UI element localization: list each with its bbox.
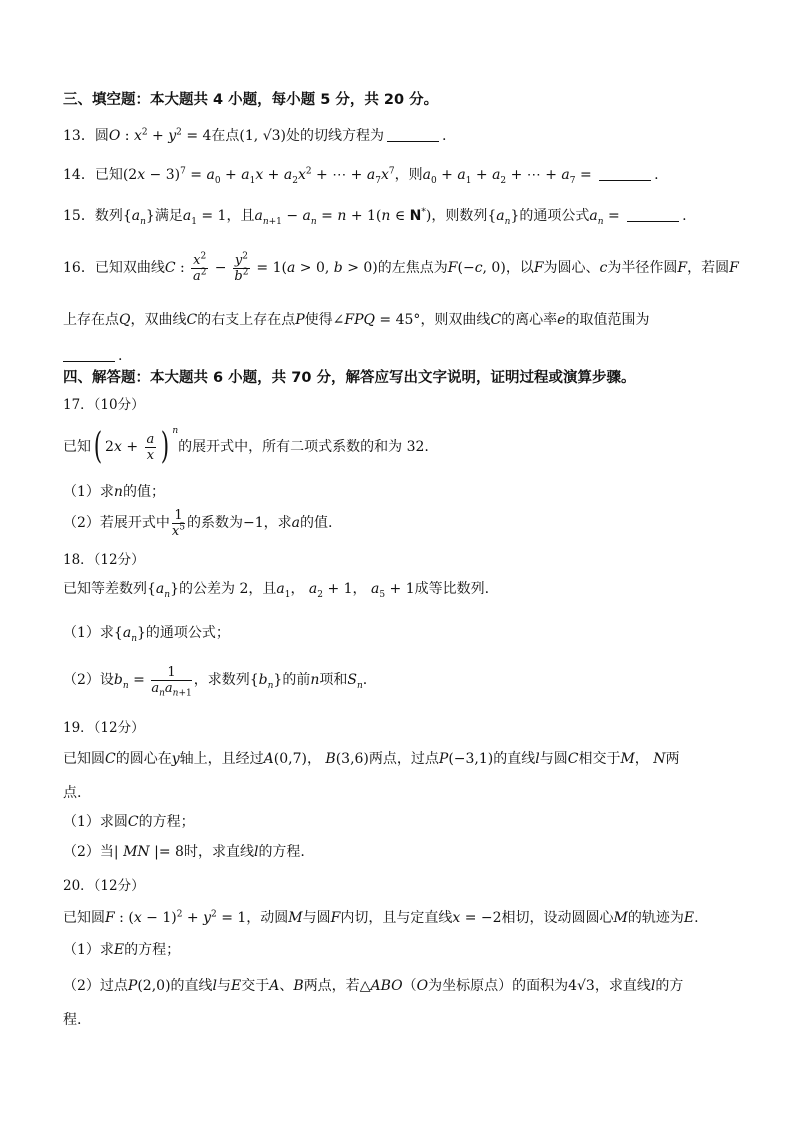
q20-p2a: （2）过点	[63, 978, 128, 994]
q13-number: 13．	[63, 128, 95, 144]
q16-l1e: 为半径作圆	[607, 260, 678, 276]
q17-p2b: 的系数为	[187, 515, 243, 531]
q15-number: 15．	[63, 208, 95, 224]
q19-p1b: 的方程；	[138, 814, 195, 830]
q17-stem-pre: 已知	[63, 439, 91, 455]
q20-l1f: 的轨迹为	[627, 910, 684, 926]
q13-answer-blank[interactable]	[387, 129, 439, 142]
q18-stem-c: 成等比数列.	[414, 581, 490, 597]
q20-p2f: 两点，若	[303, 978, 360, 994]
q19-header: 19．（12分）	[63, 720, 145, 736]
q17-header: 17．（10分）	[63, 397, 145, 413]
q16-l2b: ，双曲线	[130, 312, 187, 328]
q17-stem: 已知( 2x + $\frac{a}{x}$ ) $^n$的展开式中，所有二项式系数的和为 32.	[63, 426, 429, 467]
q16-l1a: 已知双曲线	[94, 260, 165, 276]
q19-l1e: 的直线	[493, 751, 536, 767]
q20-stem: 已知圆F : $(x - 1)^2 + y^2 = 1$，动圆M与圆F内切，且与定直线x = −2相切，设动圆圆心M的轨迹为E.	[63, 909, 699, 926]
q14-number: 14．	[63, 167, 95, 183]
section-3-title: 三、填空题：本大题共 4 小题，每小题 5 分，共 20 分。	[63, 92, 439, 108]
q14-answer-blank[interactable]	[599, 168, 651, 181]
q16-l2a: 上存在点	[63, 312, 119, 328]
q20-p2b: 的直线	[170, 978, 213, 994]
q17-stem-post: 的展开式中，所有二项式系数的和为 32.	[178, 439, 429, 455]
q14-pre: 已知	[94, 167, 123, 183]
q15-end: .	[682, 208, 687, 224]
q20-p2d: 交于	[241, 978, 270, 994]
q18-part-2: （2）设$b_n$ = $\frac{1}{a_na_{n+1}}$ ，求数列$\{b_n\}$的前n项和$S_n$.	[63, 664, 368, 699]
q16-number: 16．	[63, 260, 95, 276]
q20-p2i: ，求直线	[594, 978, 651, 994]
q18-part-1: （1）求$\{a_n\}$的通项公式；	[63, 625, 230, 644]
q13-post: 在点	[211, 128, 240, 144]
q16-l2f: 的离心率	[501, 312, 558, 328]
q17-part-1: （1）求n的值；	[63, 484, 165, 500]
q17-p1b: 的值；	[122, 484, 165, 500]
q16-answer-blank[interactable]	[63, 349, 115, 362]
q20-p1b: 的方程；	[124, 942, 181, 958]
q20-p2c: 与	[217, 978, 232, 994]
q18-p1b: 的通项公式；	[145, 625, 230, 641]
question-16-line-2: 上存在点Q，双曲线C的右支上存在点P使得∠FPQ = 45°，则双曲线C的离心率e的取值范围为	[63, 312, 650, 328]
q15-t4: 的通项公式	[519, 208, 590, 224]
q17-p1a: （1）求	[63, 484, 114, 500]
q20-l1c: 与圆	[302, 910, 331, 926]
q20-p2j: 的方	[655, 978, 684, 994]
q19-part-2: （2）当| MN |= 8时，求直线l的方程.	[63, 844, 305, 860]
q20-p1a: （1）求	[63, 942, 114, 958]
q20-p2e: 、	[279, 978, 294, 994]
q17-p2d: 的值.	[300, 515, 333, 531]
q20-l1b: ，动圆	[246, 910, 289, 926]
q18-header: 18．（12分）	[63, 552, 145, 568]
q13-mid: 处的切线方程为	[285, 128, 384, 144]
q19-l1c: 轴上，且经过	[179, 751, 264, 767]
question-15: 15．数列$\{a_n\}$满足$a_1 = 1$，且$a_{n+1} - a_n = n + 1(n$ ∈ N*)，则数列$\{a_n\}$的通项公式$a_n$ = .	[63, 207, 687, 227]
q16-l1d: 为圆心、	[543, 260, 600, 276]
q14-end: .	[654, 167, 659, 183]
q17-part-2: （2）若展开式中 $\frac{1}{x^5}$ 的系数为−1，求a的值.	[63, 507, 333, 539]
q17-p2c: ，求	[263, 515, 292, 531]
q19-l1b: 的圆心在	[115, 751, 172, 767]
q19-p1a: （1）求圆	[63, 814, 128, 830]
q18-stem-a: 已知等差数列	[63, 581, 147, 597]
q14-mid: ，则	[394, 167, 423, 183]
q19-l1a: 已知圆	[63, 751, 105, 767]
q19-l1h: 两	[665, 751, 680, 767]
q17-frac-1-over-x5: $\frac{1}{x^5}$	[171, 507, 185, 539]
q16-l2g: 的取值范围为	[565, 312, 650, 328]
q20-p2g: （	[402, 978, 417, 994]
q16-frac-x: $\frac{x^2}{a^2}$	[192, 251, 207, 284]
q20-p2h: 为坐标原点）的面积为	[428, 978, 569, 994]
q18-stem: 已知等差数列$\{a_n\}$的公差为 2，且$a_1$， $a_2 + 1$， $a_5 + 1$成等比数列.	[63, 581, 490, 600]
q16-l2c: 的右支上存在点	[197, 312, 296, 328]
q15-answer-blank[interactable]	[627, 209, 679, 222]
q18-p2c: 的前	[282, 672, 311, 688]
q20-part-1: （1）求E的方程；	[63, 942, 181, 958]
section-4-title: 四、解答题：本大题共 6 小题，共 70 分，解答应写出文字说明，证明过程或演算步骤。	[63, 370, 636, 386]
q19-p2c: 的方程.	[258, 844, 305, 860]
q16-l1f: ，若圆	[687, 260, 730, 276]
q20-l1g: .	[694, 910, 699, 926]
q20-l1a: 已知圆	[63, 910, 105, 926]
q18-p2d: 项和	[319, 672, 348, 688]
q18-p2b: ，求数列	[193, 672, 250, 688]
q20-l1e: 相切，设动圆圆心	[501, 910, 614, 926]
q13-end: .	[441, 128, 447, 144]
q19-l1f: 与圆	[539, 751, 568, 767]
q16-l1c: ，以	[505, 260, 534, 276]
q20-l1d: 内切，且与定直线	[340, 910, 453, 926]
question-16-line-3	[63, 347, 754, 365]
q18-p1a: （1）求	[63, 625, 114, 641]
q19-stem-line-1: 已知圆C的圆心在y轴上，且经过A(0,7)， B(3,6)两点，过点P(−3,1)的直线l与圆C相交于M， N两	[63, 751, 680, 767]
q15-t3: ，则数列	[431, 208, 488, 224]
q17-p2a: （2）若展开式中	[63, 515, 170, 531]
q16-frac-y: $\frac{y^2}{b^2}$	[234, 251, 249, 284]
q19-p2b: 时，求直线	[183, 844, 254, 860]
q18-p2e: .	[362, 672, 368, 688]
q18-frac-bn: $\frac{1}{a_na_{n+1}}$	[151, 664, 192, 699]
q19-part-1: （1）求圆C的方程；	[63, 814, 195, 830]
q15-t2: ，且	[226, 208, 255, 224]
q19-p2a: （2）当	[63, 844, 114, 860]
q16-l2d: 使得	[304, 312, 333, 328]
q16-l2e: ，则双曲线	[420, 312, 491, 328]
question-14: 14．已知$(2x - 3)^7 = a_0 + a_1x + a_2x^2$ + ⋯ + $a_7x^7$，则$a_0 + a_1 + a_2$ + ⋯ + $a_7$ = .	[63, 166, 659, 186]
q19-stem-line-2: 点.	[63, 785, 82, 801]
q13-pre: 圆	[94, 128, 109, 144]
q19-l1d: 两点，过点	[368, 751, 439, 767]
q20-header: 20．（12分）	[63, 878, 145, 894]
q16-l1b: 的左焦点为	[377, 260, 448, 276]
q20-part-2: （2）过点P(2,0)的直线l与E交于A、B两点，若△ABO（O为坐标原点）的面积为4√3，求直线l的方	[63, 978, 684, 994]
q16-end: .	[118, 348, 123, 364]
question-16-line-1: 16．已知双曲线C : $\frac{x^2}{a^2}$ − $\frac{y^2}{b^2}$ = 1(a > 0, b > 0)的左焦点为F(−c, 0)，以F为圆心、c为半径作圆F，若圆F	[63, 251, 739, 284]
q18-p2a: （2）设	[63, 672, 114, 688]
q15-t1: 满足	[154, 208, 183, 224]
q18-stem-b: 的公差为 2，且	[179, 581, 277, 597]
q15-pre: 数列	[94, 208, 123, 224]
q19-l1g: 相交于	[578, 751, 621, 767]
q20-part-2-line-2: 程.	[63, 1012, 82, 1028]
question-13: 13．圆O : $x^2 + y^2 = 4$在点(1, √3)处的切线方程为 .	[63, 127, 447, 144]
q17-frac-a-over-x: $\frac{a}{x}$	[146, 431, 155, 463]
